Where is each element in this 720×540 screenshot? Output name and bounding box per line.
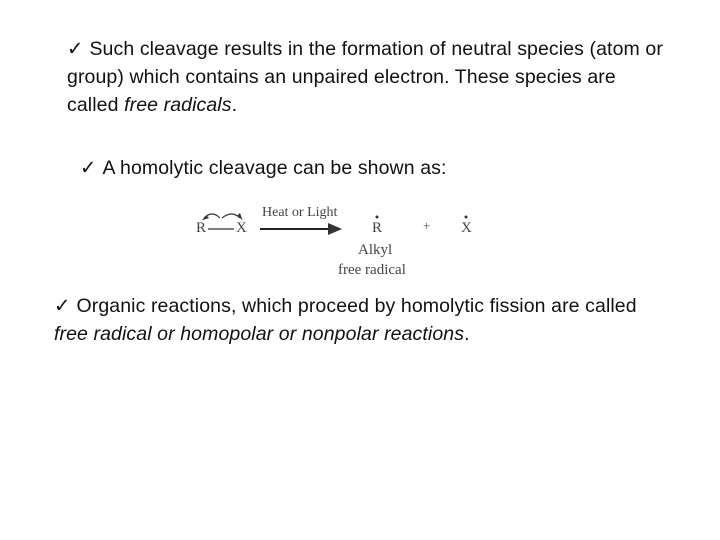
paragraph-2-text: A homolytic cleavage can be shown as: xyxy=(102,157,447,179)
bullet-paragraph-3 xyxy=(54,292,674,348)
radical-dot-x xyxy=(465,216,468,219)
fishhook-arrow-left xyxy=(204,214,220,218)
paragraph-3-tail: . xyxy=(464,323,470,345)
product-r-radical: R xyxy=(372,220,383,236)
product-x-radical: X xyxy=(461,220,472,236)
checkmark-icon: ✓ xyxy=(80,157,97,179)
paragraph-1-italic: free radicals xyxy=(124,94,232,116)
bullet-paragraph-2 xyxy=(80,154,640,182)
homolytic-cleavage-diagram xyxy=(190,196,490,286)
reactant-r: R xyxy=(196,220,207,236)
paragraph-3-italic: free radical or homopolar or nonpolar reactions xyxy=(54,323,465,345)
fishhook-arrow-right xyxy=(222,214,240,218)
reaction-condition: Heat or Light xyxy=(262,205,338,220)
product-label-line-1: Alkyl xyxy=(358,242,393,258)
bullet-paragraph-1 xyxy=(67,35,667,119)
reactant-x: X xyxy=(236,220,247,236)
plus-sign: + xyxy=(423,218,431,233)
paragraph-3-text: Organic reactions, which proceed by homolytic fission are called xyxy=(76,295,637,317)
paragraph-1-tail: . xyxy=(231,94,238,116)
product-label-line-2: free radical xyxy=(338,262,406,278)
checkmark-icon: ✓ xyxy=(67,38,84,60)
checkmark-icon: ✓ xyxy=(54,295,71,317)
radical-dot-r xyxy=(376,216,379,219)
paragraph-1-text: Such cleavage results in the formation of neutral species (atom or group) which contains an unpaired electron. These species are called xyxy=(67,38,663,116)
